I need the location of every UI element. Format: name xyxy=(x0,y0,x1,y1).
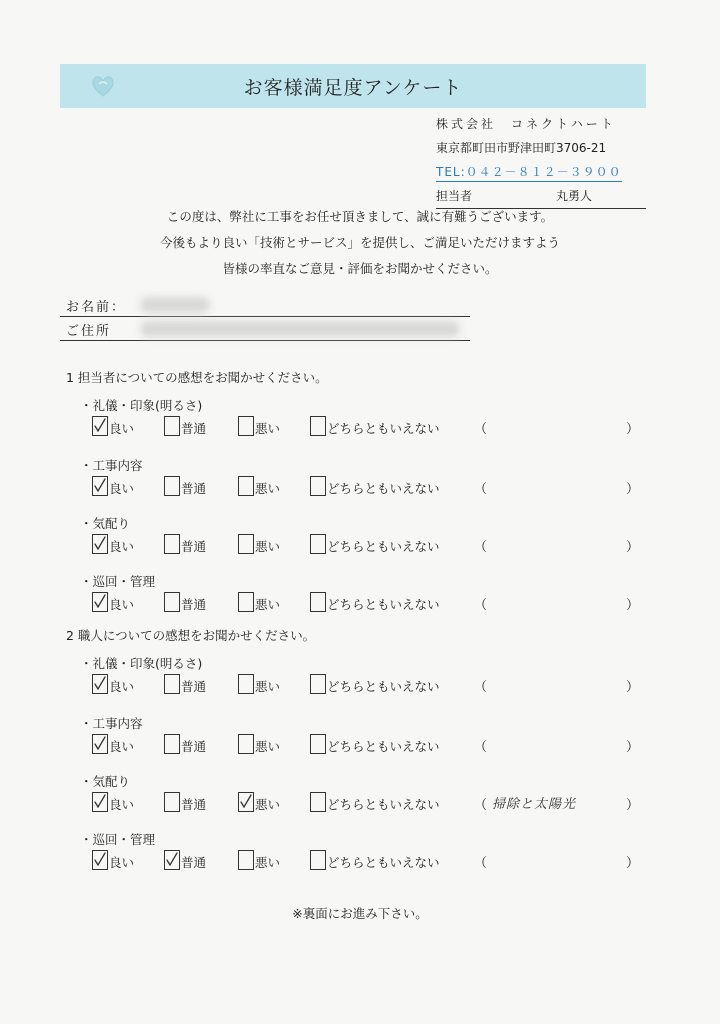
option-label: 良い xyxy=(109,797,135,812)
checkbox-box[interactable] xyxy=(238,534,254,554)
comment-paren-open: （ xyxy=(474,422,488,437)
checkmark-icon xyxy=(93,851,107,869)
comment-paren-open: （ xyxy=(474,598,488,613)
checkbox-box[interactable] xyxy=(238,592,254,612)
option-label: 良い xyxy=(109,739,135,754)
option-label: 普通 xyxy=(181,421,207,436)
option-label: どちらともいえない xyxy=(327,739,440,754)
section-title: 1 担当者についての感想をお聞かせください。 xyxy=(66,370,328,385)
handwritten-comment: 掃除と太陽光 xyxy=(492,797,577,812)
comment-paren-close: ） xyxy=(626,798,640,813)
option-label: 普通 xyxy=(181,855,207,870)
company-address: 東京都町田市野津田町3706-21 xyxy=(436,141,607,155)
option-label: 悪い xyxy=(255,797,281,812)
intro-line: 今後もより良い「技術とサービス」を提供し、ご満足いただけますよう xyxy=(159,235,560,250)
person-label: 担当者 xyxy=(436,189,473,203)
option-label: 良い xyxy=(109,421,135,436)
checkbox-box[interactable] xyxy=(310,416,326,436)
checkmark-icon xyxy=(93,793,107,811)
comment-paren-open: （ xyxy=(474,798,488,813)
checkbox-box[interactable] xyxy=(310,476,326,496)
option-label: どちらともいえない xyxy=(327,421,440,436)
option-label: 普通 xyxy=(181,481,207,496)
option-label: 悪い xyxy=(255,855,281,870)
checkmark-icon xyxy=(93,477,107,495)
checkbox-box[interactable] xyxy=(310,534,326,554)
checkmark-icon xyxy=(93,593,107,611)
comment-paren-open: （ xyxy=(474,680,488,695)
checkbox-box[interactable] xyxy=(164,416,180,436)
option-label: どちらともいえない xyxy=(327,481,440,496)
checkbox-box[interactable] xyxy=(238,476,254,496)
option-label: 悪い xyxy=(255,597,281,612)
section-title: 2 職人についての感想をお聞かせください。 xyxy=(66,628,316,643)
title-band xyxy=(60,64,646,108)
comment-paren-close: ） xyxy=(626,740,640,755)
redacted-name xyxy=(140,297,210,313)
checkbox-box[interactable] xyxy=(310,734,326,754)
comment-paren-close: ） xyxy=(626,482,640,497)
person-name: 丸勇人 xyxy=(556,189,593,203)
address-label: ご住所 xyxy=(66,324,112,339)
checkmark-icon xyxy=(93,417,107,435)
checkbox-box[interactable] xyxy=(164,476,180,496)
checkbox-box[interactable] xyxy=(164,674,180,694)
question-title: ・巡回・管理 xyxy=(80,832,156,847)
checkbox-box[interactable] xyxy=(310,792,326,812)
option-label: 悪い xyxy=(255,679,281,694)
footer-note: ※裏面にお進み下さい。 xyxy=(292,906,428,921)
option-label: 普通 xyxy=(181,739,207,754)
checkbox-box[interactable] xyxy=(310,592,326,612)
checkbox-box[interactable] xyxy=(238,416,254,436)
redacted-address xyxy=(140,321,460,337)
option-label: 良い xyxy=(109,539,135,554)
intro-line: この度は、弊社に工事をお任せ頂きまして、誠に有難うございます。 xyxy=(166,209,554,224)
name-field[interactable] xyxy=(60,294,470,317)
question-title: ・工事内容 xyxy=(80,716,143,731)
checkbox-box[interactable] xyxy=(164,592,180,612)
comment-paren-close: ） xyxy=(626,680,640,695)
checkbox-box[interactable] xyxy=(164,534,180,554)
option-label: 普通 xyxy=(181,539,207,554)
checkbox-box[interactable] xyxy=(238,674,254,694)
checkbox-box[interactable] xyxy=(238,850,254,870)
option-label: 悪い xyxy=(255,421,281,436)
option-label: 悪い xyxy=(255,481,281,496)
comment-paren-open: （ xyxy=(474,856,488,871)
checkmark-icon xyxy=(165,851,179,869)
question-title: ・気配り xyxy=(80,774,131,789)
checkbox-box[interactable] xyxy=(238,734,254,754)
company-info xyxy=(436,112,646,209)
comment-paren-close: ） xyxy=(626,540,640,555)
option-label: 良い xyxy=(109,679,135,694)
comment-paren-open: （ xyxy=(474,740,488,755)
question-title: ・気配り xyxy=(80,516,131,531)
option-label: 普通 xyxy=(181,797,207,812)
option-label: どちらともいえない xyxy=(327,679,440,694)
intro-text xyxy=(0,204,720,282)
checkbox-box[interactable] xyxy=(310,850,326,870)
option-label: どちらともいえない xyxy=(327,855,440,870)
checkmark-icon xyxy=(239,793,253,811)
checkbox-box[interactable] xyxy=(164,792,180,812)
question-title: ・礼儀・印象(明るさ) xyxy=(80,398,203,413)
checkmark-icon xyxy=(93,735,107,753)
comment-paren-open: （ xyxy=(474,482,488,497)
checkmark-icon xyxy=(93,675,107,693)
question-title: ・礼儀・印象(明るさ) xyxy=(80,656,203,671)
page-title: お客様満足度アンケート xyxy=(243,77,463,99)
option-label: 悪い xyxy=(255,539,281,554)
intro-line: 皆様の率直なご意見・評価をお聞かせください。 xyxy=(222,261,498,276)
option-label: 普通 xyxy=(181,597,207,612)
checkbox-box[interactable] xyxy=(164,734,180,754)
option-label: どちらともいえない xyxy=(327,539,440,554)
company-tel: TEL:０４２－８１２－３９００ xyxy=(436,163,622,182)
checkbox-box[interactable] xyxy=(310,674,326,694)
comment-paren-close: ） xyxy=(626,422,640,437)
comment-paren-open: （ xyxy=(474,540,488,555)
option-label: どちらともいえない xyxy=(327,597,440,612)
option-label: 良い xyxy=(109,481,135,496)
comment-paren-close: ） xyxy=(626,598,640,613)
question-title: ・工事内容 xyxy=(80,458,143,473)
question-title: ・巡回・管理 xyxy=(80,574,156,589)
option-label: 良い xyxy=(109,597,135,612)
option-label: どちらともいえない xyxy=(327,797,440,812)
comment-paren-close: ） xyxy=(626,856,640,871)
option-label: 良い xyxy=(109,855,135,870)
option-label: 普通 xyxy=(181,679,207,694)
option-label: 悪い xyxy=(255,739,281,754)
checkmark-icon xyxy=(93,535,107,553)
name-label: お名前： xyxy=(66,300,127,315)
company-name: 株式会社 コネクトハート xyxy=(436,117,616,131)
address-field[interactable] xyxy=(60,318,470,341)
